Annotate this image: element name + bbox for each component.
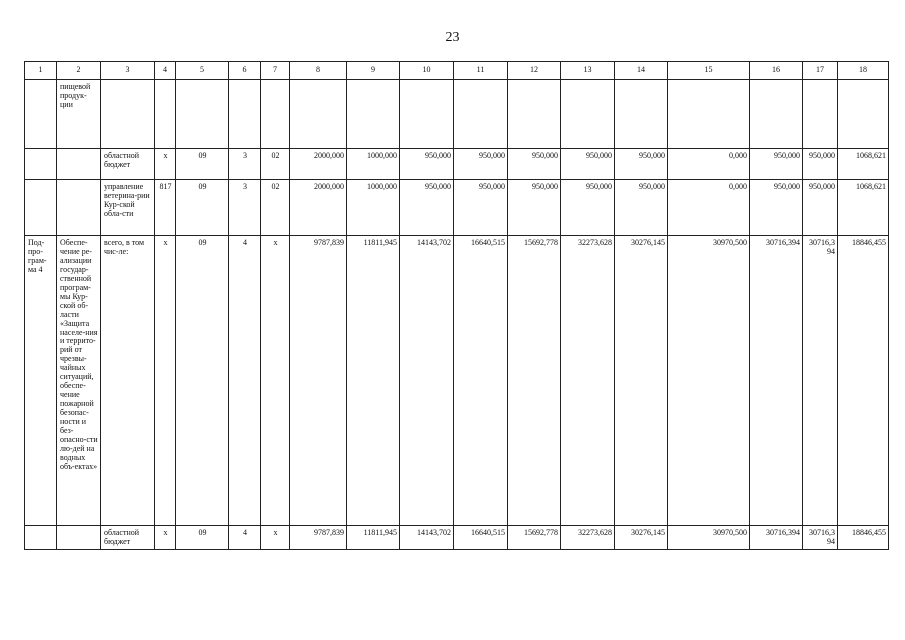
amount-cell-col-15: 30970,500 — [668, 236, 750, 526]
funding-source-cell: всего, в том чис-ле: — [101, 236, 155, 526]
column-header-12: 12 — [508, 62, 561, 80]
amount-cell-col-14: 950,000 — [615, 149, 668, 180]
column-header-9: 9 — [347, 62, 400, 80]
amount-cell-col-8: 9787,839 — [290, 236, 347, 526]
target-article-cell: 02 — [261, 149, 290, 180]
subsection-code-cell — [229, 80, 261, 149]
program-name-cell — [57, 149, 101, 180]
column-header-6: 6 — [229, 62, 261, 80]
amount-cell-col-16 — [750, 80, 803, 149]
program-name-cell — [57, 526, 101, 550]
column-header-14: 14 — [615, 62, 668, 80]
amount-cell-col-18: 18846,455 — [838, 526, 889, 550]
amount-cell-col-9: 1000,000 — [347, 149, 400, 180]
table-row — [25, 526, 889, 550]
program-name-cell: Обеспе-чение ре-ализации государ-ственной програм-мы Кур-ской об-ласти «Защита населе-ния и террито-рий от чрезвы-чайных ситуаций, обеспе-чение пожарной безопас-ности и без-опасно-сти лю-дей на водных объ-ектах» — [57, 236, 101, 526]
column-header-8: 8 — [290, 62, 347, 80]
amount-cell-col-17: 30716,394 — [803, 236, 838, 526]
amount-cell-col-18: 1068,621 — [838, 180, 889, 236]
amount-cell-col-14: 30276,145 — [615, 526, 668, 550]
subsection-code-cell: 4 — [229, 236, 261, 526]
amount-cell-col-15: 0,000 — [668, 149, 750, 180]
amount-cell-col-14: 950,000 — [615, 180, 668, 236]
amount-cell-col-18: 1068,621 — [838, 149, 889, 180]
column-header-15: 15 — [668, 62, 750, 80]
program-name-cell — [57, 180, 101, 236]
amount-cell-col-10 — [400, 80, 454, 149]
column-header-11: 11 — [454, 62, 508, 80]
amount-cell-col-13 — [561, 80, 615, 149]
amount-cell-col-12: 15692,778 — [508, 236, 561, 526]
amount-cell-col-14 — [615, 80, 668, 149]
amount-cell-col-8 — [290, 80, 347, 149]
section-code-cell: 09 — [176, 149, 229, 180]
amount-cell-col-17: 950,000 — [803, 149, 838, 180]
amount-cell-col-14: 30276,145 — [615, 236, 668, 526]
program-code-cell — [25, 180, 57, 236]
amount-cell-col-11: 950,000 — [454, 149, 508, 180]
funding-source-cell: управление ветерина-рии Кур-ской обла-сти — [101, 180, 155, 236]
grbs-code-cell: х — [155, 236, 176, 526]
amount-cell-col-10: 14143,702 — [400, 526, 454, 550]
column-header-2: 2 — [57, 62, 101, 80]
column-header-7: 7 — [261, 62, 290, 80]
budget-table — [24, 61, 889, 550]
amount-cell-col-15 — [668, 80, 750, 149]
target-article-cell: 02 — [261, 180, 290, 236]
section-code-cell — [176, 80, 229, 149]
table-row — [25, 149, 889, 180]
section-code-cell: 09 — [176, 180, 229, 236]
amount-cell-col-17 — [803, 80, 838, 149]
amount-cell-col-11: 16640,515 — [454, 236, 508, 526]
amount-cell-col-11: 16640,515 — [454, 526, 508, 550]
column-header-1: 1 — [25, 62, 57, 80]
amount-cell-col-16: 950,000 — [750, 180, 803, 236]
amount-cell-col-12: 950,000 — [508, 149, 561, 180]
amount-cell-col-17: 30716,394 — [803, 526, 838, 550]
program-code-cell — [25, 80, 57, 149]
program-code-cell — [25, 526, 57, 550]
table-row — [25, 80, 889, 149]
amount-cell-col-12: 950,000 — [508, 180, 561, 236]
amount-cell-col-8: 2000,000 — [290, 149, 347, 180]
amount-cell-col-12 — [508, 80, 561, 149]
program-name-cell: пищевой продук-ции — [57, 80, 101, 149]
amount-cell-col-16: 950,000 — [750, 149, 803, 180]
column-header-10: 10 — [400, 62, 454, 80]
column-header-18: 18 — [838, 62, 889, 80]
amount-cell-col-13: 32273,628 — [561, 526, 615, 550]
program-code-cell — [25, 149, 57, 180]
amount-cell-col-12: 15692,778 — [508, 526, 561, 550]
amount-cell-col-9 — [347, 80, 400, 149]
amount-cell-col-13: 32273,628 — [561, 236, 615, 526]
amount-cell-col-16: 30716,394 — [750, 236, 803, 526]
amount-cell-col-18: 18846,455 — [838, 236, 889, 526]
amount-cell-col-8: 2000,000 — [290, 180, 347, 236]
subsection-code-cell: 3 — [229, 149, 261, 180]
header-row — [25, 62, 889, 80]
column-header-5: 5 — [176, 62, 229, 80]
column-header-17: 17 — [803, 62, 838, 80]
amount-cell-col-9: 11811,945 — [347, 526, 400, 550]
grbs-code-cell: х — [155, 526, 176, 550]
funding-source-cell: областной бюджет — [101, 149, 155, 180]
page-number: 23 — [445, 30, 460, 45]
amount-cell-col-10: 950,000 — [400, 180, 454, 236]
amount-cell-col-8: 9787,839 — [290, 526, 347, 550]
amount-cell-col-18 — [838, 80, 889, 149]
column-header-3: 3 — [101, 62, 155, 80]
funding-source-cell — [101, 80, 155, 149]
grbs-code-cell: 817 — [155, 180, 176, 236]
target-article-cell: х — [261, 526, 290, 550]
funding-source-cell: областной бюджет — [101, 526, 155, 550]
amount-cell-col-9: 11811,945 — [347, 236, 400, 526]
column-header-16: 16 — [750, 62, 803, 80]
subsection-code-cell: 3 — [229, 180, 261, 236]
amount-cell-col-16: 30716,394 — [750, 526, 803, 550]
table-row — [25, 236, 889, 526]
amount-cell-col-11 — [454, 80, 508, 149]
grbs-code-cell — [155, 80, 176, 149]
amount-cell-col-15: 30970,500 — [668, 526, 750, 550]
section-code-cell: 09 — [176, 526, 229, 550]
amount-cell-col-10: 950,000 — [400, 149, 454, 180]
section-code-cell: 09 — [176, 236, 229, 526]
target-article-cell — [261, 80, 290, 149]
program-code-cell: Под-про-грам-ма 4 — [25, 236, 57, 526]
amount-cell-col-17: 950,000 — [803, 180, 838, 236]
amount-cell-col-13: 950,000 — [561, 180, 615, 236]
column-header-13: 13 — [561, 62, 615, 80]
target-article-cell: х — [261, 236, 290, 526]
amount-cell-col-10: 14143,702 — [400, 236, 454, 526]
table-row — [25, 180, 889, 236]
amount-cell-col-13: 950,000 — [561, 149, 615, 180]
grbs-code-cell: х — [155, 149, 176, 180]
subsection-code-cell: 4 — [229, 526, 261, 550]
column-header-4: 4 — [155, 62, 176, 80]
amount-cell-col-15: 0,000 — [668, 180, 750, 236]
amount-cell-col-9: 1000,000 — [347, 180, 400, 236]
amount-cell-col-11: 950,000 — [454, 180, 508, 236]
